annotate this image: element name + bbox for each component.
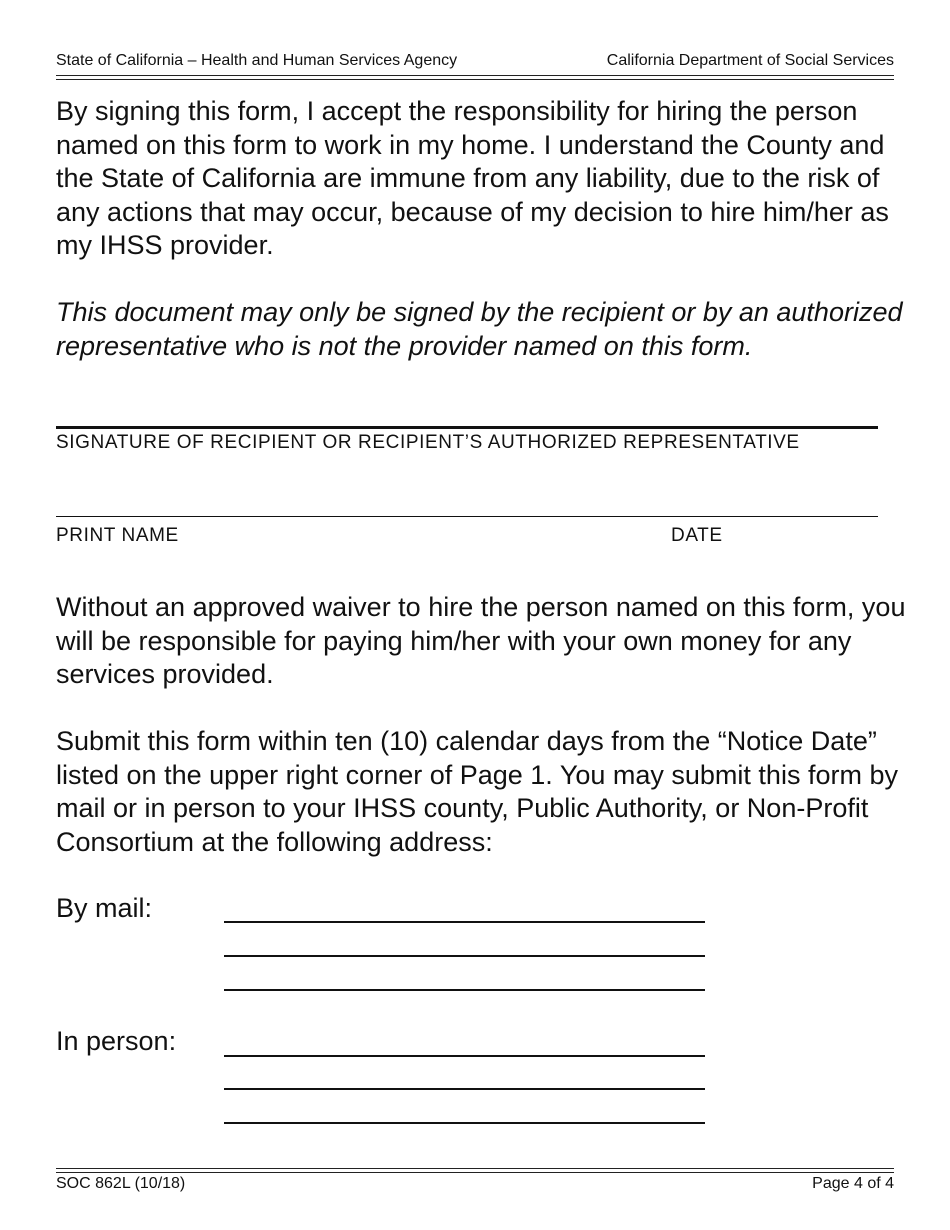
- header-department: California Department of Social Services: [606, 52, 894, 69]
- signature-caption: SIGNATURE OF RECIPIENT OR RECIPIENT’S AUTHORIZED REPRESENTATIVE: [56, 432, 800, 453]
- header-rule: [56, 75, 894, 80]
- in-person-address-line-1[interactable]: [224, 1055, 705, 1057]
- in-person-label: In person:: [56, 1026, 177, 1056]
- mail-address-line-1[interactable]: [224, 921, 705, 923]
- in-person-address-line-3[interactable]: [224, 1122, 705, 1124]
- page-header: [56, 52, 894, 70]
- by-mail-label: By mail:: [56, 893, 153, 923]
- mail-address-line-2[interactable]: [224, 955, 705, 957]
- footer-rule: [56, 1168, 894, 1173]
- date-caption: DATE: [671, 525, 723, 546]
- signature-line[interactable]: [56, 426, 878, 429]
- page-footer: [56, 1175, 894, 1193]
- form-id: SOC 862L (10/18): [56, 1175, 186, 1192]
- print-name-date-line[interactable]: [56, 516, 878, 517]
- signer-notice-paragraph: This document may only be signed by the recipient or by an authorized representative who is not the provider named on this form.: [56, 297, 903, 361]
- print-name-caption: PRINT NAME: [56, 525, 179, 546]
- mail-address-line-3[interactable]: [224, 989, 705, 991]
- in-person-address-line-2[interactable]: [224, 1088, 705, 1090]
- waiver-paragraph: Without an approved waiver to hire the person named on this form, you will be responsible for paying him/her with your own money for any services provided.: [56, 592, 906, 689]
- submission-paragraph: Submit this form within ten (10) calendar days from the “Notice Date” listed on the upper right corner of Page 1. You may submit this form by mail or in person to your IHSS county, Public Authority, or Non-Profit Consortium at the following address:: [56, 726, 898, 857]
- responsibility-paragraph: By signing this form, I accept the responsibility for hiring the person named on this form to work in my home. I understand the County and the State of California are immune from any liability, due to the risk of any actions that may occur, because of my decision to hire him/her as my IHSS provider.: [56, 96, 889, 260]
- header-agency: State of California – Health and Human Services Agency: [56, 52, 458, 69]
- page-number: Page 4 of 4: [812, 1175, 894, 1192]
